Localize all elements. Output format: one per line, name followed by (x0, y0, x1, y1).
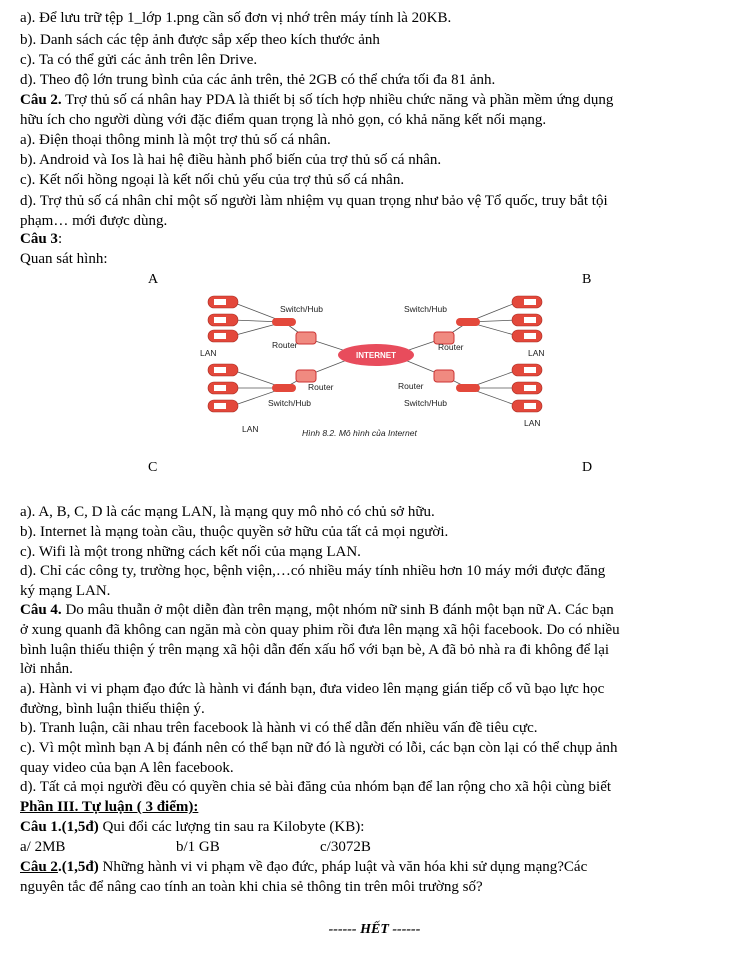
q4-option-c-cont: quay video của bạn A lên facebook. (20, 760, 234, 776)
essay-q1-item-c: c/3072B (320, 839, 371, 855)
svg-text:Switch/Hub: Switch/Hub (280, 304, 323, 314)
q4-label: Câu 4. (20, 602, 62, 618)
essay-q1-items (20, 839, 720, 856)
q4-option-c: c). Vì một mình bạn A bị đánh nên có thể bạn nữ đó là người có lỗi, các bạn còn lại có thể chụp ảnh (20, 740, 618, 756)
q1-option-b: b). Danh sách các tệp ảnh được sắp xếp theo kích thước ảnh (20, 32, 380, 48)
q1-option-a: a). Để lưu trữ tệp 1_lớp 1.png cần số đơn vị nhớ trên máy tính là 20KB. (20, 10, 452, 26)
q2-option-b: b). Android và Ios là hai hệ điều hành phổ biến của trợ thủ số cá nhân. (20, 152, 442, 168)
q3-option-a: a). A, B, C, D là các mạng LAN, là mạng quy mô nhỏ có chủ sở hữu. (20, 504, 435, 520)
svg-text:LAN: LAN (524, 418, 541, 428)
q2-option-a: a). Điện thoại thông minh là một trợ thủ số cá nhân. (20, 132, 331, 148)
label-a: A (148, 272, 159, 287)
svg-text:Router: Router (438, 342, 464, 352)
q2-option-c: c). Kết nối hồng ngoại là kết nối chủ yếu của trợ thủ số cá nhân. (20, 172, 405, 188)
essay-q1-item-b: b/1 GB (176, 839, 220, 855)
q3-option-d-cont: ký mạng LAN. (20, 583, 111, 599)
essay-q2-cont: nguyên tắc để nâng cao tính an toàn khi chia sẻ thông tin trên môi trường số? (20, 879, 483, 895)
q1-option-d: d). Theo độ lớn trung bình của các ảnh trên, thẻ 2GB có thể chứa tối đa 81 ảnh. (20, 72, 496, 88)
svg-text:LAN: LAN (242, 424, 259, 434)
essay-q1: Câu 1.(1,5đ) Qui đổi các lượng tin sau ra Kilobyte (KB): (20, 819, 365, 835)
svg-text:Switch/Hub: Switch/Hub (404, 398, 447, 408)
q3-title: Câu 3: (20, 231, 63, 247)
q4-stem-line-4: lời nhắn. (20, 661, 73, 677)
svg-text:LAN: LAN (528, 348, 545, 358)
essay-q1-item-a: a/ 2MB (20, 839, 66, 855)
q2-stem-line-2: hữu ích cho người dùng với đặc điểm quan trọng là nhỏ gọn, có khả năng kết nối mạng. (20, 112, 547, 128)
q3-option-c: c). Wifi là một trong những cách kết nối của mạng LAN. (20, 544, 361, 560)
internet-label: INTERNET (356, 351, 396, 360)
q3-option-d: d). Chỉ các công ty, trường học, bệnh viện,…có nhiều máy tính nhiều hơn 10 máy mới được đăng (20, 563, 606, 579)
q4-option-d: d). Tất cả mọi người đều có quyền chia sẻ bài đăng của nhóm bạn để lan rộng cho xã hội cùng biết (20, 779, 612, 795)
internet-model-figure (192, 290, 558, 440)
essay-q1-label: Câu 1.(1,5đ) (20, 819, 99, 835)
q4-option-b: b). Tranh luận, cãi nhau trên facebook là hành vi có thể dẫn đến nhiều vấn đề tiêu cực. (20, 720, 538, 736)
q4-stem-line-3: bình luận thiếu thiện ý trên mạng xã hội dẫn đến xấu hổ với bạn bè, A đã bỏ nhà ra đi không để lại (20, 642, 610, 658)
q3-label: Câu 3 (20, 231, 58, 247)
q4-option-a: a). Hành vi vi phạm đạo đức là hành vi đánh bạn, đưa video lên mạng gián tiếp cổ vũ bạo lực học (20, 681, 605, 697)
q1-option-c: c). Ta có thể gửi các ảnh trên lên Drive. (20, 52, 258, 68)
label-b: B (582, 272, 592, 287)
svg-text:Switch/Hub: Switch/Hub (404, 304, 447, 314)
svg-text:Router: Router (398, 381, 424, 391)
svg-text:Router: Router (272, 340, 298, 350)
svg-text:Router: Router (308, 382, 334, 392)
essay-q2: Câu 2.(1,5đ) Những hành vi vi phạm về đạo đức, pháp luật và văn hóa khi sử dụng mạng?Các (20, 859, 588, 875)
part3-heading: Phần III. Tự luận ( 3 điểm): (20, 799, 199, 815)
q4-stem-line-1: Câu 4. Do mâu thuẫn ở một diễn đàn trên mạng, một nhóm nữ sinh B đánh một bạn nữ A. Các bạn (20, 602, 614, 618)
svg-text:LAN: LAN (200, 348, 217, 358)
svg-text:Switch/Hub: Switch/Hub (268, 398, 311, 408)
label-c: C (148, 460, 158, 475)
q2-option-d-cont: phạm… mới được dùng. (20, 213, 168, 229)
q3-stem: Quan sát hình: (20, 251, 108, 267)
q2-stem-line-1: Câu 2. Trợ thủ số cá nhân hay PDA là thiết bị số tích hợp nhiều chức năng và phần mềm ứng dụng (20, 92, 614, 108)
q3-option-b: b). Internet là mạng toàn cầu, thuộc quyền sở hữu của tất cả mọi người. (20, 524, 449, 540)
end-mark: ------ HẾT ------ (328, 922, 421, 937)
q2-option-d: d). Trợ thủ số cá nhân chỉ một số người làm nhiệm vụ quan trọng như bảo vệ Tổ quốc, truy bắt tội (20, 193, 608, 209)
q4-stem-line-2: ở xung quanh đã không can ngăn mà còn quay phim rồi đưa lên mạng xã hội facebook. Do có nhiều (20, 622, 620, 638)
label-d: D (582, 460, 593, 475)
figure-caption: Hình 8.2. Mô hình của Internet (302, 428, 417, 438)
essay-q2-label: Câu 2 (20, 859, 58, 875)
q2-label: Câu 2. (20, 92, 62, 108)
q4-option-a-cont: đường, bình luận thiếu thiện ý. (20, 701, 205, 717)
